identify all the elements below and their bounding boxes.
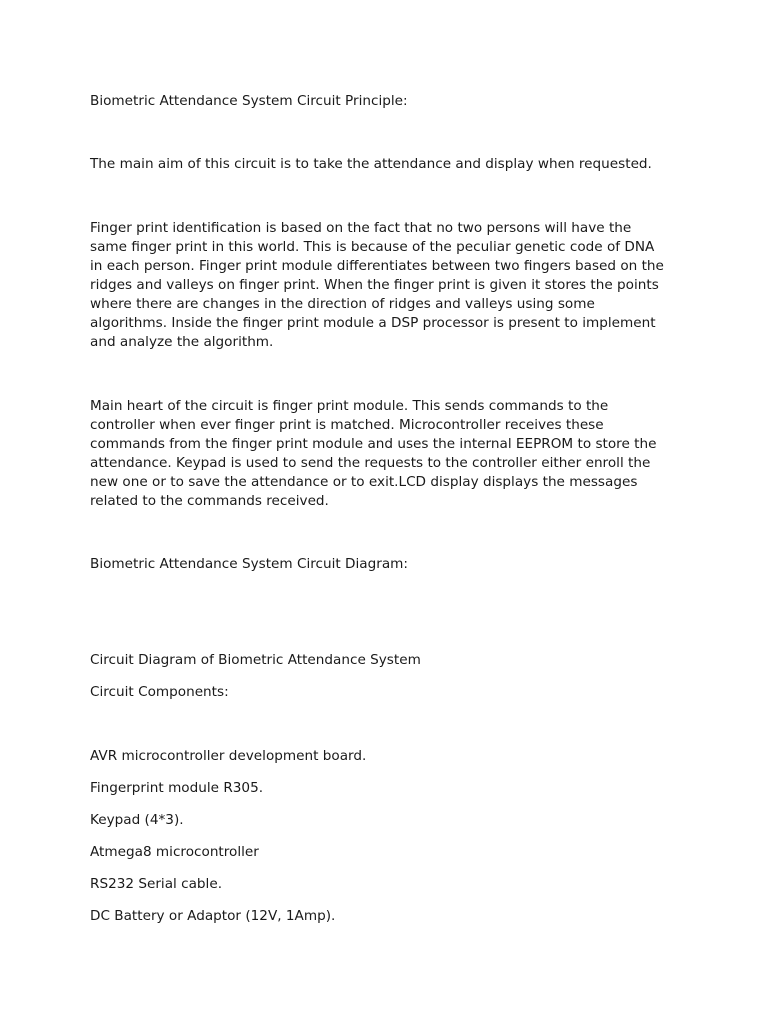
paragraph-line: commands from the finger print module and uses the internal EEPROM to store the (90, 436, 657, 452)
diagram-heading: Biometric Attendance System Circuit Diagram: (90, 556, 408, 572)
main-heart-paragraph (90, 397, 690, 511)
paragraph-line: related to the commands received. (90, 493, 329, 509)
paragraph-line: controller when ever finger print is matched. Microcontroller receives these (90, 417, 604, 433)
paragraph-line: new one or to save the attendance or to exit.LCD display displays the messages (90, 474, 638, 490)
paragraph-line: Main heart of the circuit is finger print module. This sends commands to the (90, 398, 609, 414)
component-item: Keypad (4*3). (90, 812, 184, 828)
paragraph-line: attendance. Keypad is used to send the requests to the controller either enroll the (90, 455, 651, 471)
components-heading: Circuit Components: (90, 684, 229, 700)
paragraph-line: Finger print identification is based on the fact that no two persons will have the (90, 220, 632, 236)
component-item: RS232 Serial cable. (90, 876, 223, 892)
paragraph-line: in each person. Finger print module differentiates between two fingers based on the (90, 258, 664, 274)
diagram-caption: Circuit Diagram of Biometric Attendance System (90, 652, 421, 668)
paragraph-line: same finger print in this world. This is because of the peculiar genetic code of DNA (90, 239, 655, 255)
component-item: AVR microcontroller development board. (90, 748, 367, 764)
fingerprint-paragraph (90, 219, 690, 352)
paragraph-line: where there are changes in the direction of ridges and valleys using some (90, 296, 595, 312)
aim-paragraph: The main aim of this circuit is to take the attendance and display when requested. (90, 156, 652, 172)
component-item: Fingerprint module R305. (90, 780, 264, 796)
paragraph-line: and analyze the algorithm. (90, 334, 274, 350)
component-item: Atmega8 microcontroller (90, 844, 259, 860)
component-item: DC Battery or Adaptor (12V, 1Amp). (90, 908, 336, 924)
principle-heading: Biometric Attendance System Circuit Principle: (90, 93, 408, 109)
paragraph-line: ridges and valleys on finger print. When the finger print is given it stores the points (90, 277, 659, 293)
paragraph-line: algorithms. Inside the finger print module a DSP processor is present to implement (90, 315, 656, 331)
